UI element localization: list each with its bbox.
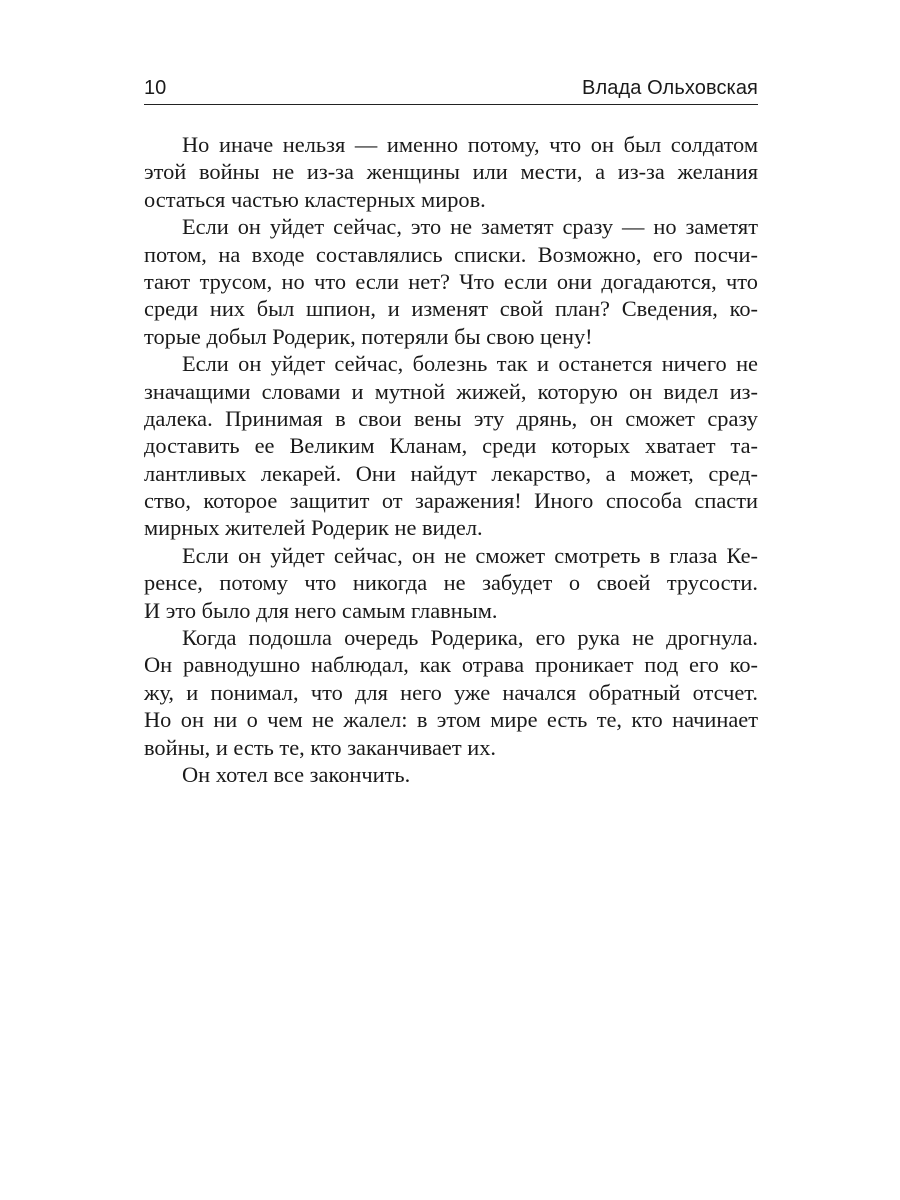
text-line: торые добыл Родерик, потеряли бы свою цену!: [144, 323, 593, 349]
text-line: ство, которое защитит от заражения! Иного способа спасти: [144, 488, 758, 514]
paragraph-6: [144, 761, 758, 788]
text-line: войны, и есть те, кто заканчивает их.: [144, 734, 497, 760]
text-line: Но он ни о чем не жалел: в этом мире есть те, кто начинает: [144, 707, 758, 733]
text-line: доставить ее Великим Кланам, среди которых хватает та-: [144, 433, 758, 459]
text-line: лантливых лекарей. Они найдут лекарство, а может, сред-: [144, 460, 758, 486]
text-line: мирных жителей Родерик не видел.: [144, 515, 483, 541]
text-line: ренсе, потому что никогда не забудет о своей трусости.: [144, 570, 758, 596]
author-name: Влада Ольховская: [582, 77, 758, 99]
paragraph-4: [144, 542, 758, 624]
text-line: тают трусом, но что если нет? Что если они догадаются, что: [144, 268, 758, 294]
paragraph-3: [144, 350, 758, 542]
text-line: Он равнодушно наблюдал, как отрава проникает под его ко-: [144, 652, 758, 678]
text-line: этой войны не из-за женщины или мести, а из-за желания: [144, 159, 758, 185]
text-line: жу, и понимал, что для него уже начался обратный отсчет.: [144, 679, 758, 705]
text-line: значащими словами и мутной жижей, которую он видел из-: [144, 378, 758, 404]
text-line: потом, на входе составлялись списки. Возможно, его посчи-: [144, 241, 758, 267]
paragraph-2: [144, 213, 758, 350]
running-header: [144, 76, 758, 105]
text-line: среди них был шпион, и изменят свой план? Сведения, ко-: [144, 296, 758, 322]
text-line: Когда подошла очередь Родерика, его рука не дрогнула.: [182, 625, 758, 651]
paragraph-1: [144, 131, 758, 213]
text-line: остаться частью кластерных миров.: [144, 186, 486, 212]
text-line: далека. Принимая в свои вены эту дрянь, он сможет сразу: [144, 405, 758, 431]
page-number: 10: [144, 77, 167, 99]
text-line: Если он уйдет сейчас, болезнь так и останется ничего не: [182, 351, 758, 377]
body-text: [144, 131, 758, 788]
text-line: Но иначе нельзя — именно потому, что он был солдатом: [182, 132, 758, 157]
paragraph-5: [144, 624, 758, 761]
text-line: Он хотел все закончить.: [182, 761, 411, 787]
text-line: Если он уйдет сейчас, это не заметят сразу — но заметят: [182, 214, 758, 240]
text-line: Если он уйдет сейчас, он не сможет смотреть в глаза Ке-: [182, 542, 758, 568]
text-line: И это было для него самым главным.: [144, 597, 498, 623]
